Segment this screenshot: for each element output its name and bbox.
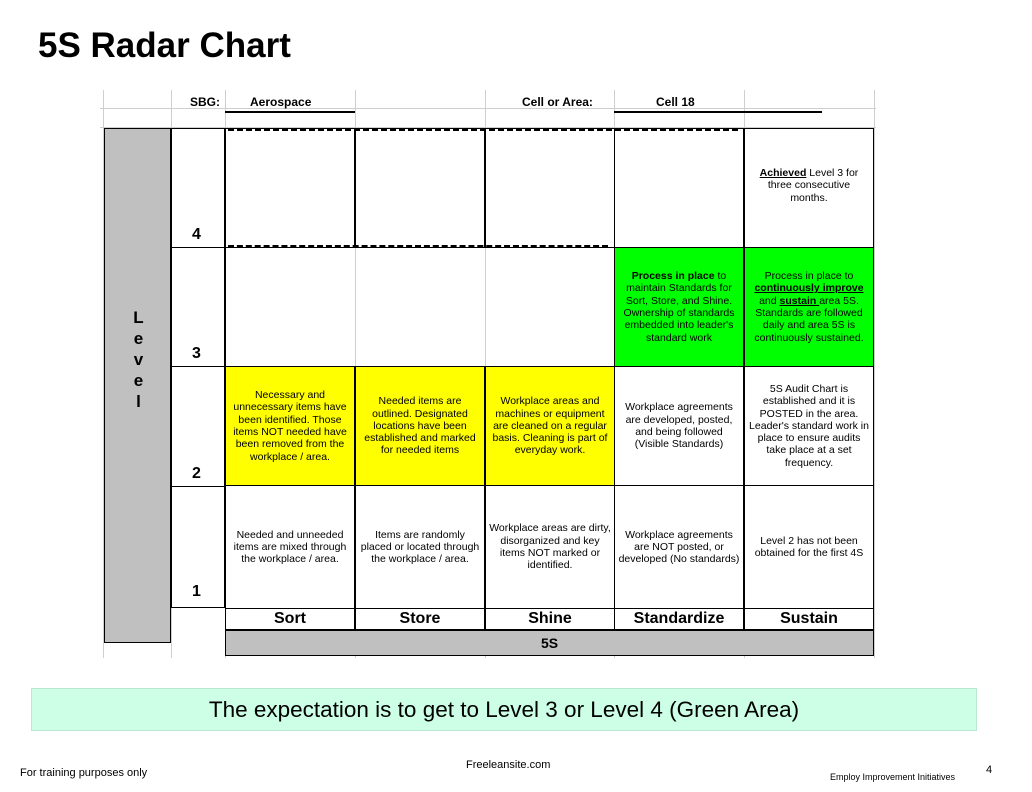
- level-divider: [171, 247, 225, 248]
- level-1-number: 1: [192, 583, 201, 600]
- level-axis: [104, 128, 171, 643]
- cell-l3-sustain: Process in place to continuously improve and sustain area 5S. Standards are followed daily and area 5S is continuously sustained.: [744, 247, 874, 367]
- column-label-sort: Sort: [225, 608, 355, 630]
- column-label-shine: Shine: [485, 608, 615, 630]
- cell-area-label: Cell or Area:: [522, 95, 593, 109]
- cell-area-underline: [614, 111, 822, 113]
- target-dashed-line-top: [228, 128, 738, 131]
- footer-disclaimer: For training purposes only: [20, 767, 148, 779]
- cell-l2-store: Needed items are outlined. Designated locations have been established and marked for needed items: [355, 366, 485, 486]
- level-axis-label: L e v e l: [133, 308, 144, 411]
- footer-site: Freeleansite.com: [466, 759, 551, 771]
- gridline: [874, 90, 875, 658]
- cell-l4-standardize: [614, 128, 744, 248]
- footer-initiative: Employ Improvement Initiatives: [830, 772, 956, 782]
- cell-l4-sort: [225, 128, 355, 248]
- cell-l1-store: Items are randomly placed or located through the workplace / area.: [355, 485, 485, 609]
- level-divider: [171, 366, 225, 367]
- level-4-number: 4: [192, 226, 201, 243]
- expectation-banner: The expectation is to get to Level 3 or Level 4 (Green Area): [31, 688, 977, 731]
- level-number-column: [171, 128, 225, 608]
- page-title: 5S Radar Chart: [38, 26, 291, 65]
- cell-l2-shine: Workplace areas and machines or equipment are cleaned on a regular basis. Cleaning is part of everyday work.: [485, 366, 615, 486]
- cell-area-value: Cell 18: [656, 95, 695, 109]
- sbg-underline: [225, 111, 355, 113]
- target-dashed-line-level3: [228, 245, 608, 248]
- cell-l4-sustain: Achieved Level 3 for three consecutive months.: [744, 128, 874, 248]
- column-label-standardize: Standardize: [614, 608, 744, 630]
- cell-l3-standardize: Process in place to maintain Standards for Sort, Store, and Shine. Ownership of standards embedded into leader's standard work: [614, 247, 744, 367]
- level-3-number: 3: [192, 345, 201, 362]
- cell-l1-sort: Needed and unneeded items are mixed through the workplace / area.: [225, 485, 355, 609]
- cell-l2-standardize: Workplace agreements are developed, posted, and being followed (Visible Standards): [614, 366, 744, 486]
- 5s-band: 5S: [225, 630, 874, 656]
- sbg-label: SBG:: [190, 95, 220, 109]
- column-label-sustain: Sustain: [744, 608, 874, 630]
- radar-sheet: [100, 90, 876, 658]
- level-2-number: 2: [192, 465, 201, 482]
- cell-l2-sort: Necessary and unnecessary items have been identified. Those items NOT needed have been removed from the workplace / area.: [225, 366, 355, 486]
- cell-l1-standardize: Workplace agreements are NOT posted, or developed (No standards): [614, 485, 744, 609]
- level-divider: [171, 486, 225, 487]
- cell-l3-sort-shine: [225, 247, 615, 367]
- page-number: 4: [986, 764, 993, 776]
- cell-l4-shine: [485, 128, 615, 248]
- cell-l4-store: [355, 128, 485, 248]
- cell-l1-sustain: Level 2 has not been obtained for the first 4S: [744, 485, 874, 609]
- sbg-value: Aerospace: [250, 95, 312, 109]
- column-label-store: Store: [355, 608, 485, 630]
- cell-l2-sustain: 5S Audit Chart is established and it is POSTED in the area. Leader's standard work in place to ensure audits take place at a set frequency.: [744, 366, 874, 486]
- cell-l1-shine: Workplace areas are dirty, disorganized and key items NOT marked or identified.: [485, 485, 615, 609]
